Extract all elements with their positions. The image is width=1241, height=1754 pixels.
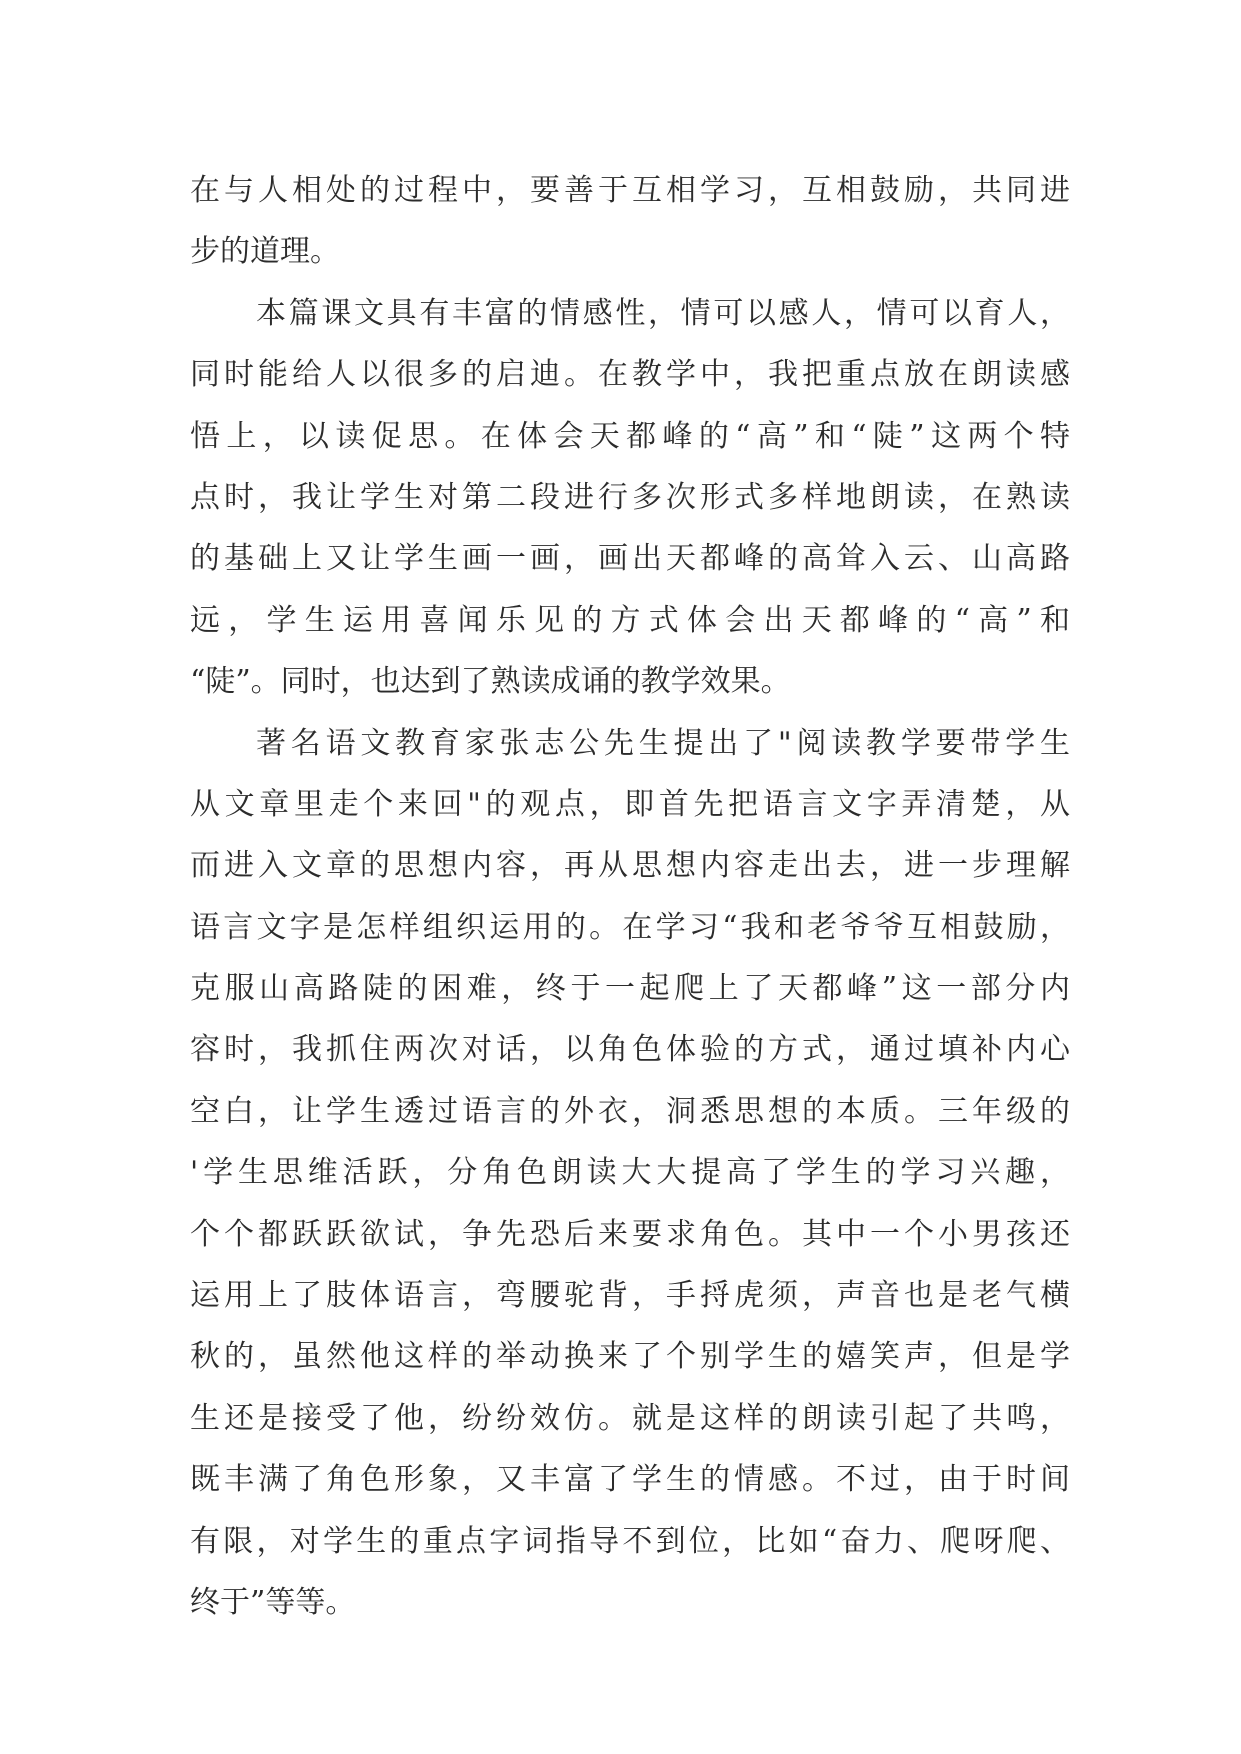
text-line: 空白，让学生透过语言的外衣，洞悉思想的本质。三年级的 [190,1093,1070,1129]
text-line: 从文章里走个来回"的观点，即首先把语言文字弄清楚，从 [190,786,1070,822]
text-line: 既丰满了角色形象，又丰富了学生的情感。不过，由于时间 [190,1462,1070,1498]
text-line: 的基础上又让学生画一画，画出天都峰的高耸入云、山高路 [190,541,1070,577]
text-line: 同时能给人以很多的启迪。在教学中，我把重点放在朗读感 [190,357,1070,393]
text-line: 终于”等等。 [190,1584,356,1620]
text-line: 步的道理。 [190,234,340,270]
text-line: 语言文字是怎样组织运用的。在学习“我和老爷爷互相鼓励， [190,909,1070,945]
document-body [190,160,1070,1633]
text-line: 容时，我抓住两次对话，以角色体验的方式，通过填补内心 [190,1032,1070,1068]
text-line: 运用上了肢体语言，弯腰驼背，手捋虎须，声音也是老气横 [190,1278,1070,1314]
text-line: 在与人相处的过程中，要善于互相学习，互相鼓励，共同进 [190,173,1070,208]
text-line: 点时，我让学生对第二段进行多次形式多样地朗读，在熟读 [190,479,1070,515]
paragraph-start-line: 著名语文教育家张志公先生提出了"阅读教学要带学生 [256,725,1070,761]
text-line: 生还是接受了他，纷纷效仿。就是这样的朗读引起了共鸣， [190,1400,1070,1436]
text-line: 个个都跃跃欲试，争先恐后来要求角色。其中一个小男孩还 [190,1216,1070,1252]
text-line: 远，学生运用喜闻乐见的方式体会出天都峰的“高”和 [190,602,1070,638]
text-line: 克服山高路陡的困难，终于一起爬上了天都峰”这一部分内 [190,971,1070,1007]
text-line: 秋的，虽然他这样的举动换来了个别学生的嬉笑声，但是学 [190,1339,1070,1375]
text-line: 悟上，以读促思。在体会天都峰的“高”和“陡”这两个特 [190,418,1070,454]
paragraph-start-line: 本篇课文具有丰富的情感性，情可以感人，情可以育人， [256,295,1070,331]
text-line: 有限，对学生的重点字词指导不到位，比如“奋力、爬呀爬、 [190,1523,1070,1559]
text-line: '学生思维活跃，分角色朗读大大提高了学生的学习兴趣， [190,1155,1070,1191]
text-line: “陡”。同时，也达到了熟读成诵的教学效果。 [190,664,791,700]
text-line: 而进入文章的思想内容，再从思想内容走出去，进一步理解 [190,848,1070,884]
